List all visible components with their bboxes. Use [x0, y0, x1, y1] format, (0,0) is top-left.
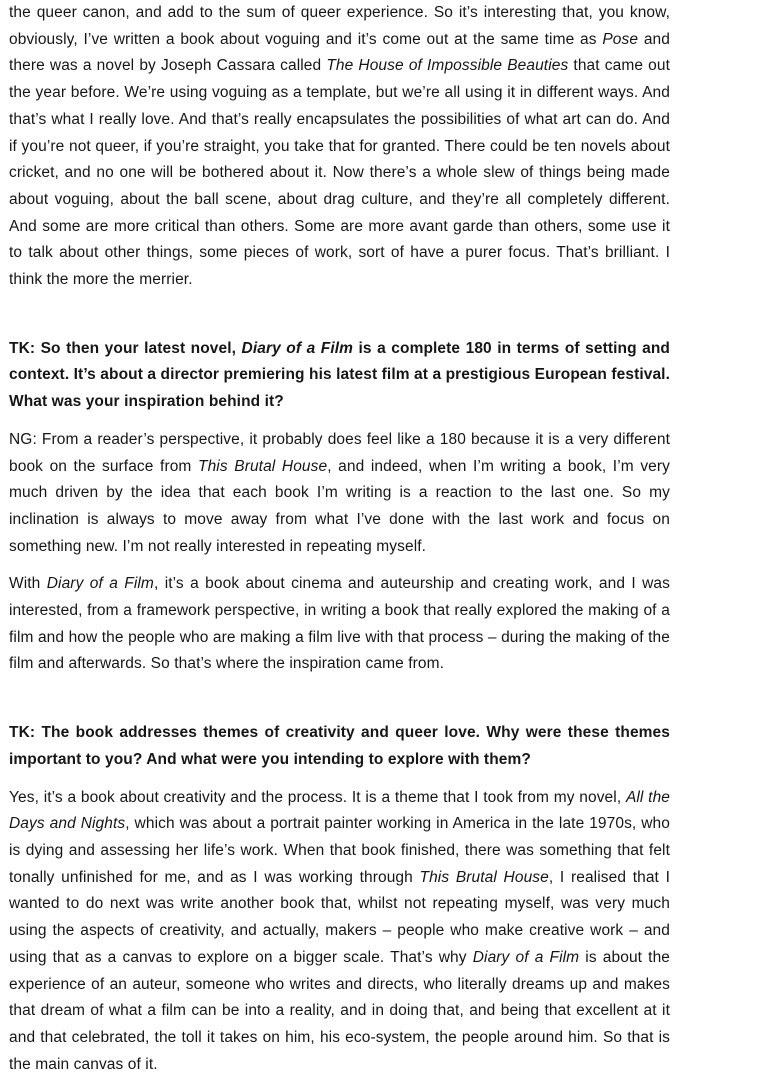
- interview-answer-paragraph: [9, 571, 670, 678]
- book-title-text: The House of Impossible Beauties: [326, 57, 569, 75]
- interview-answer-paragraph: [9, 785, 670, 1078]
- text-run: that came out the year before. We’re using voguing as a template, but we’re all using it in different ways. And that’s what I really love. And that’s really encapsulates the possibilities of what art can do. And if you’re not queer, if you’re straight, you take that for granted. There could be ten novels about cricket, and no one will be bothered about it. Now there’s a whole slew of things being made about voguing, about the ball scene, about drag culture, and they’re all completely different. And some are more critical than others. Some are more avant garde than others, some use it to talk about other things, some pieces of work, sort of have a purer focus. That’s brilliant. I think the more the merrier.: [9, 57, 670, 289]
- interview-question-paragraph: [9, 336, 670, 416]
- book-title-text: This Brutal House: [198, 457, 328, 475]
- text-run: , and indeed, when I’m writing a book, I’m very much driven by the idea that each book I’m writing is a reaction to the last one. So my inclination is always to move away from what I’ve done with the last work and focus on something new. I’m not really interested in repeating myself.: [9, 457, 671, 555]
- interview-answer-paragraph: [9, 427, 670, 561]
- text-run: TK: So then your latest novel,: [9, 339, 242, 357]
- text-run: NG: From a reader’s perspective, it probably does feel like a 180 because it is a very different book on the surface from: [9, 430, 670, 475]
- book-title-text: Diary of a Film: [472, 948, 580, 966]
- text-run: is a complete 180 in terms of setting and context. It’s about a director premiering his latest film at a prestigious European festival. What was your inspiration behind it?: [9, 339, 670, 411]
- text-run: , which was about a portrait painter working in America in the late 1970s, who is dying and assessing her life’s work. When that book finished, there was something that felt tonally unfinished for me, and as I was working through: [9, 815, 670, 886]
- book-title-text: Diary of a Film: [241, 339, 354, 357]
- book-title-text: All the Days and Nights: [9, 788, 671, 833]
- text-run: and there was a novel by Joseph Cassara called: [9, 30, 670, 75]
- book-title-text: Diary of a Film: [46, 575, 154, 593]
- book-title-text: Pose: [602, 30, 639, 48]
- interview-transcript: [9, 0, 670, 1078]
- text-run: is about the experience of an auteur, someone who writes and directs, who literally dreams up and makes that dream of what a film can be into a reality, and in doing that, and being that excellent at it and that celebrated, the toll it takes on him, his eco-system, the people around him. So that is the main canvas of it.: [9, 948, 671, 1073]
- interview-question-paragraph: [9, 720, 670, 773]
- text-run: the queer canon, and add to the sum of queer experience. So it’s interesting that, you know, obviously, I’ve written a book about voguing and it’s come out at the same time as: [9, 4, 670, 48]
- book-title-text: This Brutal House: [419, 868, 549, 886]
- text-run: Yes, it’s a book about creativity and the process. It is a theme that I took from my novel,: [9, 788, 626, 806]
- text-run: TK: The book addresses themes of creativity and queer love. Why were these themes important to you? And what were you intending to explore with them?: [9, 724, 670, 768]
- text-run: , it’s a book about cinema and auteurship and creating work, and I was interested, from a framework perspective, in writing a book that really explored the making of a film and how the people who are making a film live with that process – during the making of the film and afterwards. So that’s where the inspiration came from.: [9, 575, 671, 673]
- text-run: , I realised that I wanted to do next was write another book that, whilst not repeating myself, was very much using the aspects of creativity, and actually, makers – people who make creative work – and using that as a canvas to explore on a bigger scale. That’s why: [9, 868, 670, 966]
- text-run: With: [9, 575, 47, 593]
- interview-answer-paragraph: [9, 0, 670, 294]
